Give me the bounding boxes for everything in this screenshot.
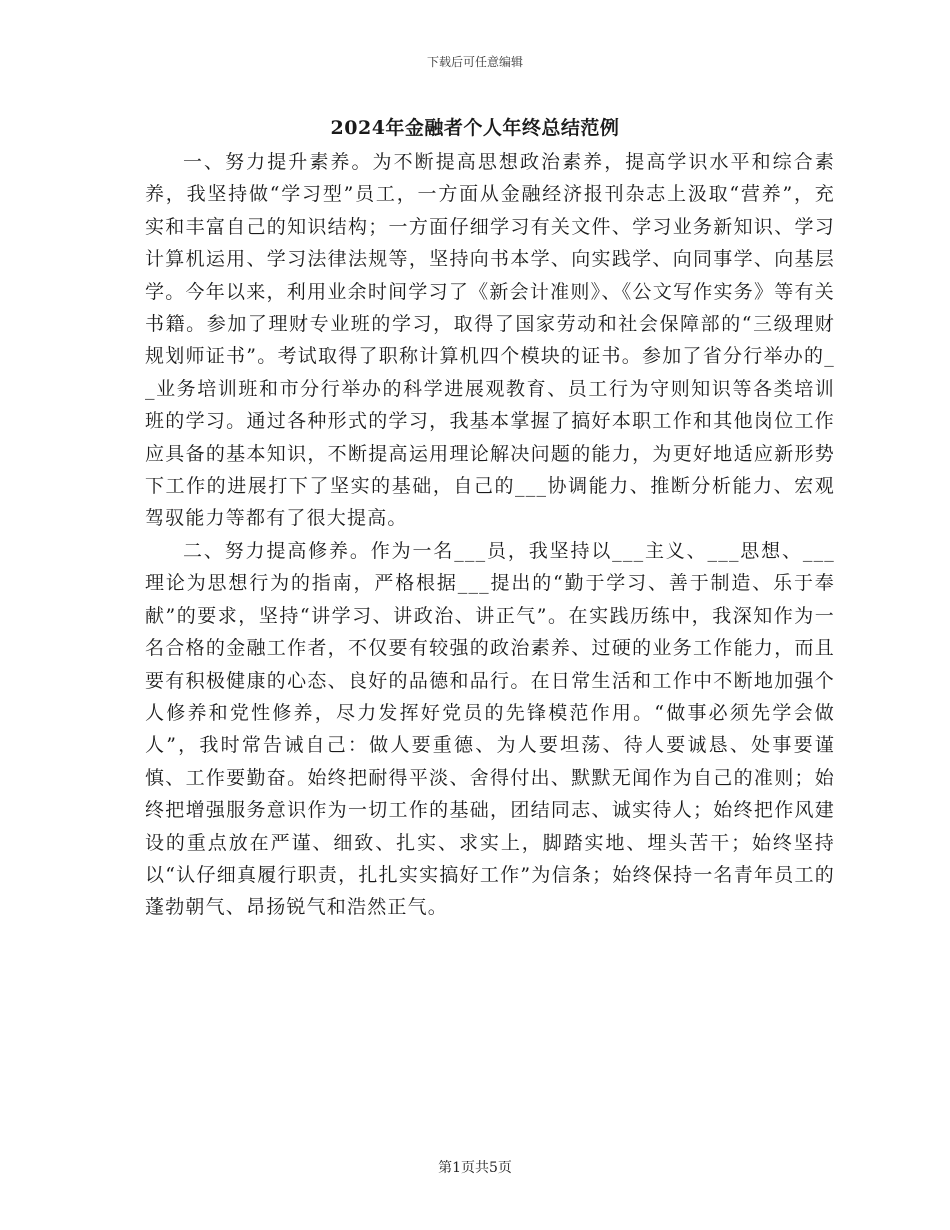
paragraph-1: 一、努力提升素养。为不断提高思想政治素养，提高学识水平和综合素养，我坚持做“学习型”员工，一方面从金融经济报刊杂志上汲取“营养”，充实和丰富自己的知识结构；一方面仔细学习有关文件、学习业务新知识、学习计算机运用、学习法律法规等，坚持向书本学、向实践学、向同事学、向基层学。今年以来，利用业余时间学习了《新会计准则》、《公文写作实务》等有关书籍。参加了理财专业班的学习，取得了国家劳动和社会保障部的“三级理财规划师证书”。考试取得了职称计算机四个模块的证书。参加了省分行举办的__业务培训班和市分行举办的科学进展观教育、员工行为守则知识等各类培训班的学习。通过各种形式的学习，我基本掌握了搞好本职工作和其他岗位工作应具备的基本知识，不断提高运用理论解决问题的能力，为更好地适应新形势下工作的进展打下了坚实的基础，自己的___协调能力、推断分析能力、宏观驾驭能力等都有了很大提高。 <box>145 151 835 530</box>
header-note: 下载后可任意编辑 <box>426 55 523 69</box>
paragraph-2: 二、努力提高修养。作为一名___员，我坚持以___主义、___思想、___理论为思想行为的指南，严格根据___提出的“勤于学习、善于制造、乐于奉献”的要求，坚持“讲学习、讲政治、讲正气”。在实践历练中，我深知作为一名合格的金融工作者，不仅要有较强的政治素养、过硬的业务工作能力，而且要有积极健康的心态、良好的品德和品行。在日常生活和工作中不断地加强个人修养和党性修养，尽力发挥好党员的先锋模范作用。“做事必须先学会做人”，我时常告诫自己：做人要重德、为人要坦荡、待人要诚恳、处事要谨慎、工作要勤奋。始终把耐得平淡、舍得付出、默默无闻作为自己的准则；始终把增强服务意识作为一切工作的基础，团结同志、诚实待人；始终把作风建设的重点放在严谨、细致、扎实、求实上，脚踏实地、埋头苦干；始终坚持以“认仔细真履行职责，扎扎实实搞好工作”为信条；始终保持一名青年员工的蓬勃朝气、昂扬锐气和浩然正气。 <box>145 539 835 919</box>
page-number: 第1页共5页 <box>438 1160 512 1176</box>
document-body <box>145 146 835 924</box>
document-title: 2024年金融者个人年终总结范例 <box>330 117 620 139</box>
